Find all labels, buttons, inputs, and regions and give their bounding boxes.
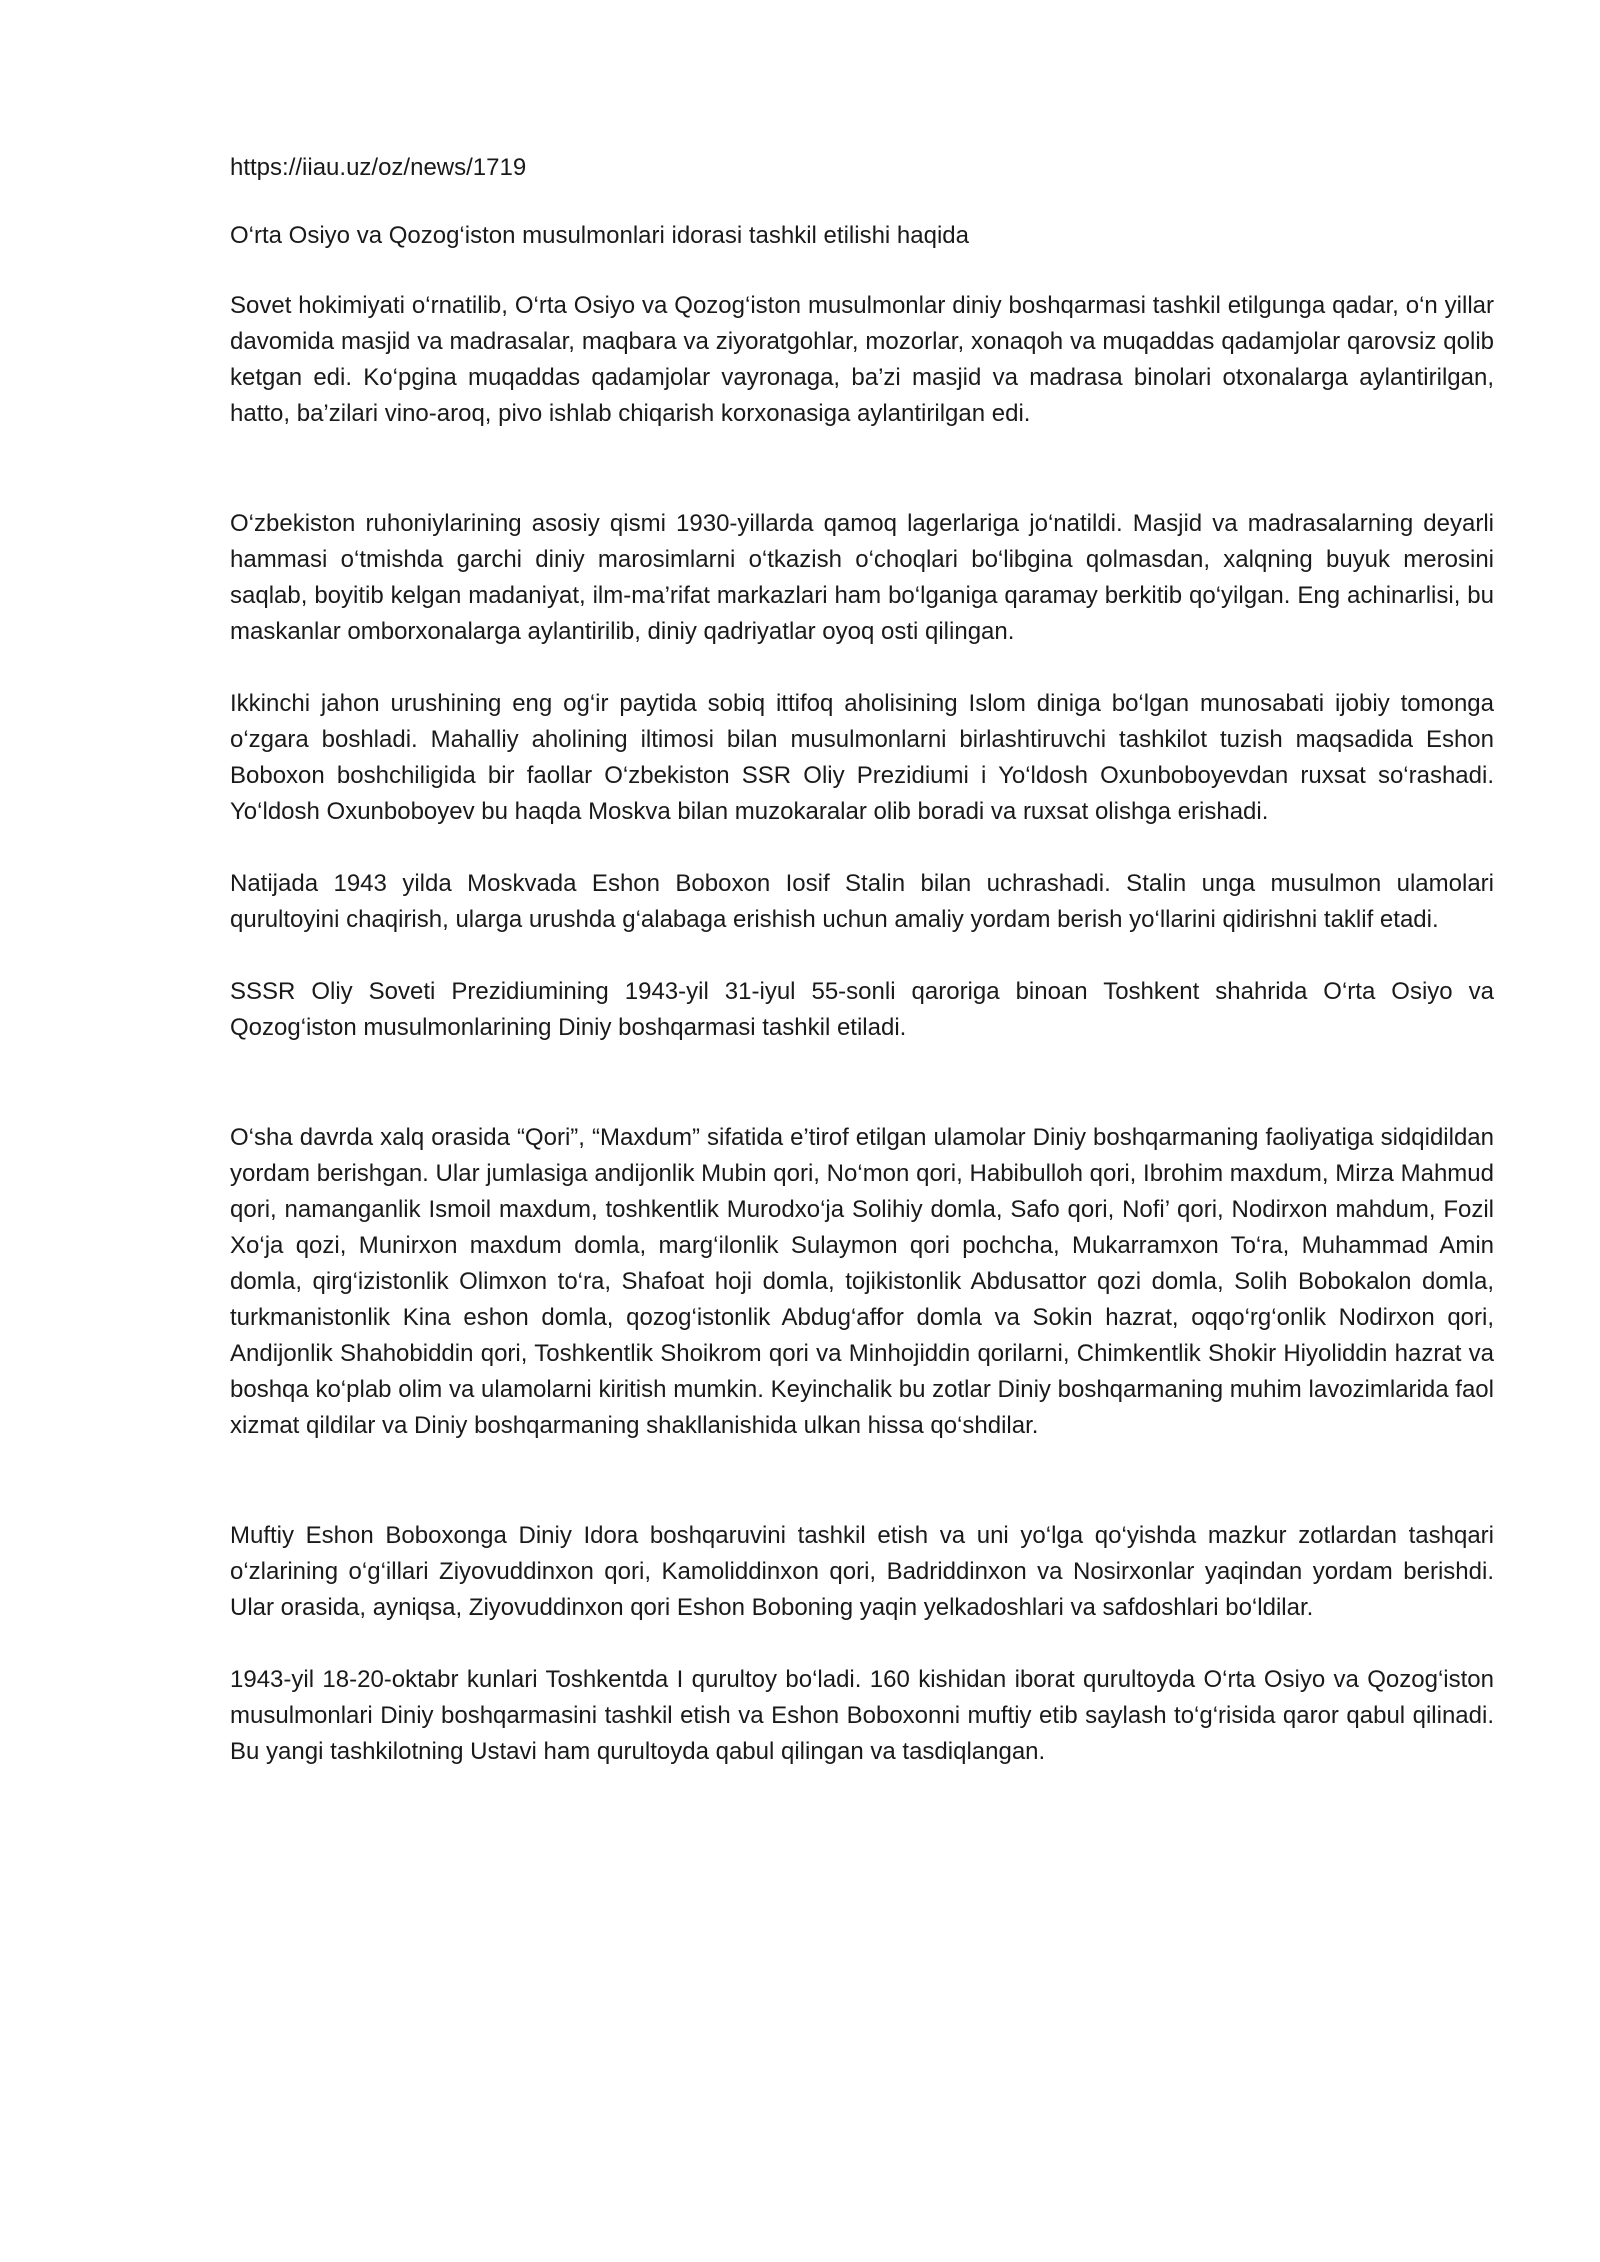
- paragraph-1: Sovet hokimiyati o‘rnatilib, O‘rta Osiyo va Qozog‘iston musulmonlar diniy boshqarmasi tashkil etilgunga qadar, o‘n yillar davomida masjid va madrasalar, maqbara va ziyoratgohlar, mozorlar, xonaqoh va muqaddas qadamjolar qarovsiz qolib ketgan edi. Ko‘pgina muqaddas qadamjolar vayronaga, ba’zi masjid va madrasa binolari otxonalarga aylantirilgan, hatto, ba’zilari vino-aroq, pivo ishlab chiqarish korxonasiga aylantirilgan edi.: [230, 292, 1494, 427]
- paragraph-5: SSSR Oliy Soveti Prezidiumining 1943-yil 31-iyul 55-sonli qaroriga binoan Toshkent shahrida O‘rta Osiyo va Qozog‘iston musulmonlarining Diniy boshqarmasi tashkil etiladi.: [230, 978, 1494, 1041]
- paragraph-2: O‘zbekiston ruhoniylarining asosiy qismi 1930-yillarda qamoq lagerlariga jo‘natildi. Masjid va madrasalarning deyarli hammasi o‘tmishda garchi diniy marosimlarni o‘tkazish o‘choqlari bo‘libgina qolmasdan, xalqning buyuk merosini saqlab, boyitib kelgan madaniyat, ilm-ma’rifat markazlari ham bo‘lganiga qaramay berkitib qo‘yilgan. Eng achinarlisi, bu maskanlar omborxonalarga aylantirilib, diniy qadriyatlar oyoq osti qilingan.: [230, 510, 1494, 645]
- source-url: https://iiau.uz/oz/news/1719: [230, 154, 527, 181]
- paragraph-6: O‘sha davrda xalq orasida “Qori”, “Maxdum” sifatida e’tirof etilgan ulamolar Diniy boshqarmaning faoliyatiga sidqidildan yordam berishgan. Ular jumlasiga andijonlik Mubin qori, No‘mon qori, Habibulloh qori, Ibrohim maxdum, Mirza Mahmud qori, namanganlik Ismoil maxdum, toshkentlik Murodxo‘ja Solihiy domla, Safo qori, Nofi’ qori, Nodirxon mahdum, Fozil Xo‘ja qozi, Munirxon maxdum domla, marg‘ilonlik Sulaymon qori pochcha, Mukarramxon To‘ra, Muhammad Amin domla, qirg‘izistonlik Olimxon to‘ra, Shafoat hoji domla, tojikistonlik Abdusattor qozi domla, Solih Bobokalon domla, turkmanistonlik Kina eshon domla, qozog‘istonlik Abdug‘affor domla va Sokin hazrat, oqqo‘rg‘onlik Nodirxon qori, Andijonlik Shahobiddin qori, Toshkentlik Shoikrom qori va Minhojiddin qorilarni, Chimkentlik Shokir Hiyoliddin hazrat va boshqa ko‘plab olim va ulamolarni kiritish mumkin. Keyinchalik bu zotlar Diniy boshqarmaning muhim lavozimlarida faol xizmat qildilar va Diniy boshqarmaning shakllanishida ulkan hissa qo‘shdilar.: [230, 1124, 1494, 1439]
- document-title: O‘rta Osiyo va Qozog‘iston musulmonlari idorasi tashkil etilishi haqida: [230, 222, 969, 249]
- paragraph-4: Natijada 1943 yilda Moskvada Eshon Boboxon Iosif Stalin bilan uchrashadi. Stalin unga musulmon ulamolari qurultoyini chaqirish, ularga urushda g‘alabaga erishish uchun amaliy yordam berish yo‘llarini qidirishni taklif etadi.: [230, 870, 1494, 933]
- document-page: [230, 150, 1494, 1806]
- paragraph-3: Ikkinchi jahon urushining eng og‘ir paytida sobiq ittifoq aholisining Islom diniga bo‘lgan munosabati ijobiy tomonga o‘zgara boshladi. Mahalliy aholining iltimosi bilan musulmonlarni birlashtiruvchi tashkilot tuzish maqsadida Eshon Boboxon boshchiligida bir faollar O‘zbekiston SSR Oliy Prezidiumi i Yo‘ldosh Oxunboboyevdan ruxsat so‘rashadi. Yo‘ldosh Oxunboboyev bu haqda Moskva bilan muzokaralar olib boradi va ruxsat olishga erishadi.: [230, 690, 1494, 825]
- paragraph-8: 1943-yil 18-20-oktabr kunlari Toshkentda I qurultoy bo‘ladi. 160 kishidan iborat qurultoyda O‘rta Osiyo va Qozog‘iston musulmonlari Diniy boshqarmasini tashkil etish va Eshon Boboxonni muftiy etib saylash to‘g‘risida qaror qabul qilinadi. Bu yangi tashkilotning Ustavi ham qurultoyda qabul qilingan va tasdiqlangan.: [230, 1666, 1494, 1765]
- paragraph-7: Muftiy Eshon Boboxonga Diniy Idora boshqaruvini tashkil etish va uni yo‘lga qo‘yishda mazkur zotlardan tashqari o‘zlarining o‘g‘illari Ziyovuddinxon qori, Kamoliddinxon qori, Badriddinxon va Nosirxonlar yaqindan yordam berishdi. Ular orasida, ayniqsa, Ziyovuddinxon qori Eshon Boboning yaqin yelkadoshlari va safdoshlari bo‘ldilar.: [230, 1522, 1494, 1621]
